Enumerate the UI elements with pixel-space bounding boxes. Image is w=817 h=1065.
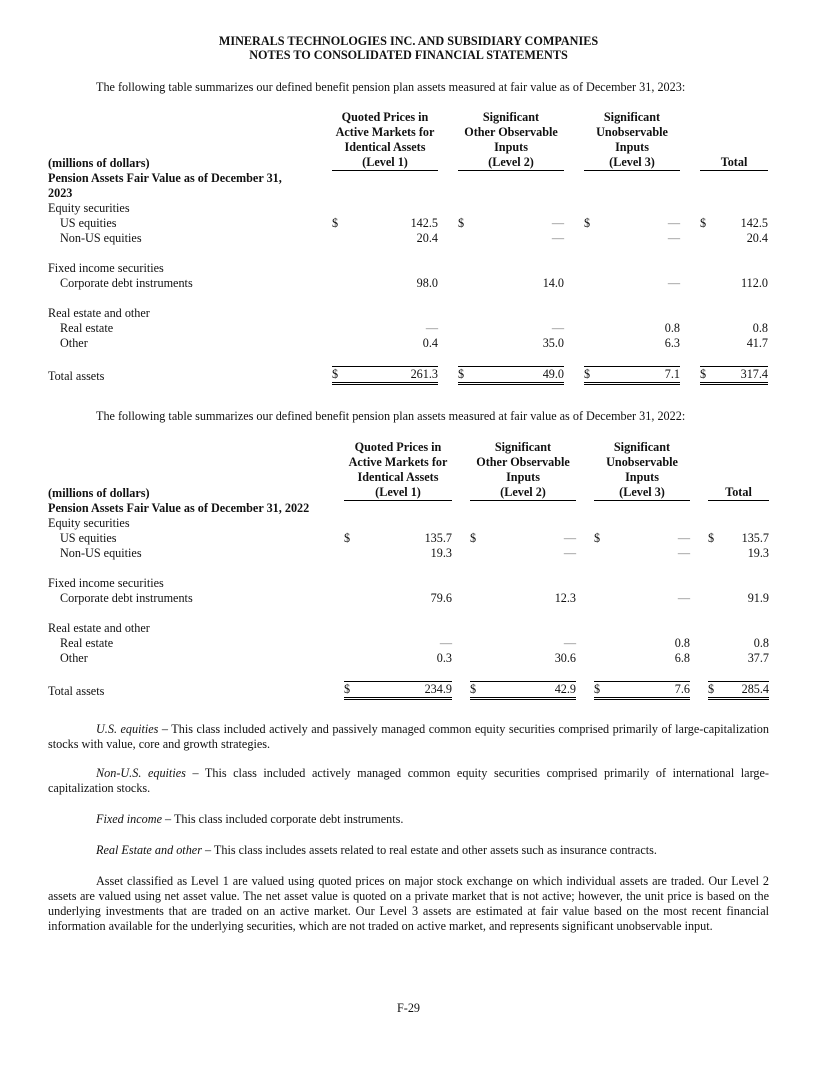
note-real-estate: Real Estate and other – This class includes assets related to real estate and other assets such as insurance contracts.	[96, 843, 657, 857]
column-header-level3: Significant Unobservable Inputs (Level 3)	[594, 440, 690, 501]
table-row: Other 0.4 35.0 6.3 41.7	[60, 336, 769, 350]
fixed-income-row: Fixed income securities	[48, 261, 164, 275]
table-2023-intro: The following table summarizes our defined benefit pension plan assets measured at fair value as of December 31, 2023:	[96, 80, 686, 94]
company-header: MINERALS TECHNOLOGIES INC. AND SUBSIDIARY COMPANIES	[218, 34, 599, 48]
pension-assets-2023-table	[48, 110, 768, 385]
page-number: F-29	[396, 1001, 421, 1015]
equity-securities-row: Equity securities	[48, 201, 130, 215]
real-estate-other-row: Real estate and other	[48, 306, 150, 320]
column-header-level1: Quoted Prices in Active Markets for Identical Assets (Level 1)	[344, 440, 452, 501]
total-assets-row: Total assets $ 234.9 $ 42.9 $ 7.6 $ 285.4	[48, 682, 770, 698]
notes-header: NOTES TO CONSOLIDATED FINANCIAL STATEMENTS	[249, 48, 568, 62]
table-row: US equities $ 135.7 $ — $ — $ 135.7	[60, 531, 770, 545]
table-row: Corporate debt instruments 79.6 12.3 — 91.9	[60, 591, 770, 605]
table-row: Non-US equities 20.4 — — 20.4	[60, 231, 769, 245]
table-row: Corporate debt instruments 98.0 14.0 — 112.0	[60, 276, 769, 290]
total-assets-row: Total assets $ 261.3 $ 49.0 $ 7.1 $ 317.4	[48, 367, 769, 383]
note-levels: Asset classified as Level 1 are valued using quoted prices on major stock exchange on which individual assets are traded. Our Level 2 assets are valued using net asset value. The net asset value is quoted on a private market that is not active; however, the unit price is based on the underlying investments that are traded on an active market. Our Level 3 assets are estimated at fair value based on the most recent financial information available for the underlying securities, which are not traded on active market, and represents significant unobservable input.	[48, 874, 769, 933]
table-row: US equities $ 142.5 $ — $ — $ 142.5	[60, 216, 769, 230]
column-header-level2: Significant Other Observable Inputs (Level 2)	[470, 440, 576, 501]
fixed-income-row: Fixed income securities	[48, 576, 164, 590]
units-label: (millions of dollars)	[48, 156, 150, 170]
pension-assets-2022-table	[48, 440, 769, 700]
note-fixed-income: Fixed income – This class included corporate debt instruments.	[96, 812, 404, 826]
units-label: (millions of dollars)	[48, 486, 150, 500]
column-header-level2: Significant Other Observable Inputs (Level 2)	[458, 110, 564, 171]
note-us-equities: U.S. equities – This class included actively and passively managed common equity securities comprised primarily of large-capitalization stocks with value, core and growth strategies.	[48, 722, 769, 751]
table-row: Non-US equities 19.3 — — 19.3	[60, 546, 770, 560]
column-header-level1: Quoted Prices in Active Markets for Identical Assets (Level 1)	[332, 110, 438, 171]
section-title-row: Pension Assets Fair Value as of December 31, 2022	[48, 501, 310, 515]
equity-securities-row: Equity securities	[48, 516, 130, 530]
real-estate-other-row: Real estate and other	[48, 621, 150, 635]
table-row: Other 0.3 30.6 6.8 37.7	[60, 651, 770, 665]
table-2022-intro: The following table summarizes our defined benefit pension plan assets measured at fair value as of December 31, 2022:	[96, 409, 686, 423]
note-non-us-equities: Non-U.S. equities – This class included actively managed common equity securities comprised primarily of international large-capitalization stocks.	[48, 766, 769, 795]
table-row: Real estate — — 0.8 0.8	[60, 636, 770, 650]
column-header-total: Total	[708, 440, 769, 501]
table-row: Real estate — — 0.8 0.8	[60, 321, 769, 335]
column-header-level3: Significant Unobservable Inputs (Level 3)	[584, 110, 680, 171]
section-title-row: Pension Assets Fair Value as of December 31, 2023	[48, 171, 282, 200]
column-header-total: Total	[700, 110, 768, 171]
